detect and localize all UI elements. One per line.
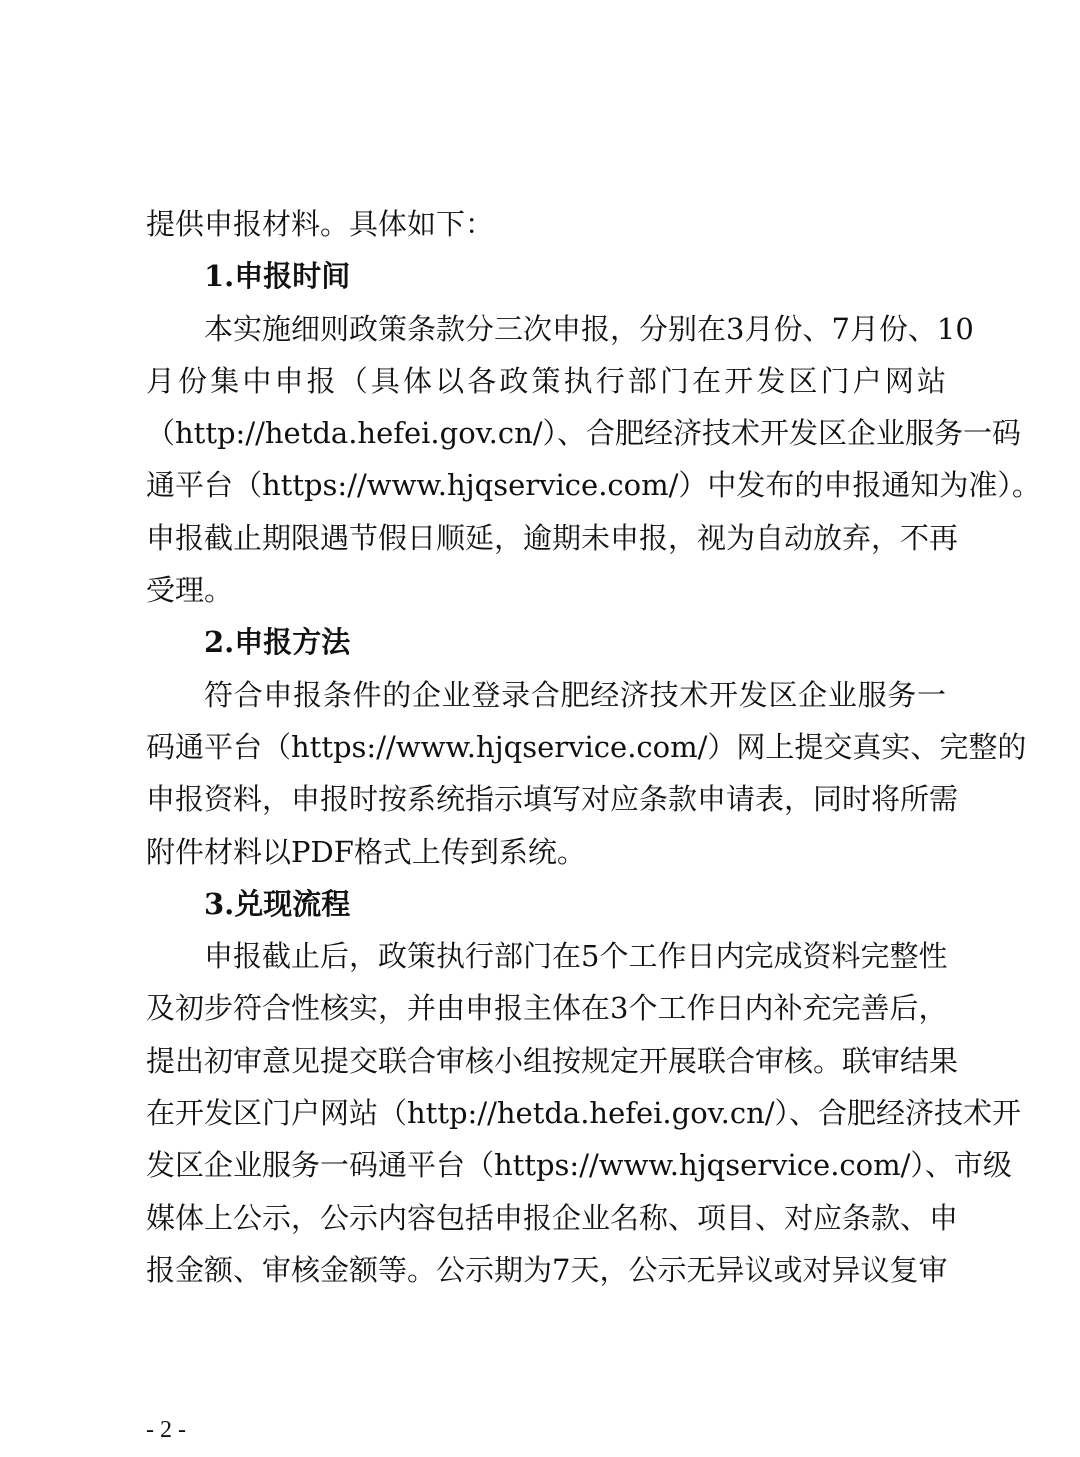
paragraph-line: 媒体上公示，公示内容包括申报企业名称、项目、对应条款、申 — [146, 1200, 959, 1235]
section-heading-redemption-process: 3.兑现流程 — [204, 886, 351, 921]
paragraph-line: 报金额、审核金额等。公示期为7天，公示无异议或对异议复审 — [146, 1252, 948, 1287]
paragraph-line: 提出初审意见提交联合审核小组按规定开展联合审核。联审结果 — [146, 1043, 959, 1078]
page-number: - 2 - — [146, 1417, 186, 1443]
section-heading-application-time: 1.申报时间 — [204, 259, 351, 294]
paragraph-line: 申报资料，申报时按系统指示填写对应条款申请表，同时将所需 — [146, 782, 959, 817]
paragraph-line: 及初步符合性核实，并由申报主体在3个工作日内补充完善后， — [146, 991, 948, 1026]
paragraph-line: 申报截止后，政策执行部门在5个工作日内完成资料完整性 — [204, 939, 948, 974]
paragraph-line: 本实施细则政策条款分三次申报，分别在3月份、7月份、10 — [204, 311, 974, 346]
section-heading-application-method: 2.申报方法 — [204, 625, 351, 660]
paragraph-line: 受理。 — [146, 573, 234, 608]
paragraph-line: 在开发区门户网站（http://hetda.hefei.gov.cn/）、合肥经济技术开 — [146, 1096, 1022, 1131]
body-text — [146, 198, 1041, 1296]
paragraph-line: 码通平台（https://www.hjqservice.com/）网上提交真实、完整的 — [146, 729, 1027, 764]
paragraph-line: 符合申报条件的企业登录合肥经济技术开发区企业服务一 — [204, 677, 946, 712]
paragraph-line: 发区企业服务一码通平台（https://www.hjqservice.com/）、市级 — [146, 1148, 1012, 1183]
paragraph-line: 月份集中申报（具体以各政策执行部门在开发区门户网站 — [146, 363, 946, 398]
paragraph-line: 提供申报材料。具体如下： — [146, 207, 495, 241]
paragraph-line: （http://hetda.hefei.gov.cn/）、合肥经济技术开发区企业服务一码 — [146, 416, 1022, 451]
paragraph-line: 申报截止期限遇节假日顺延，逾期未申报，视为自动放弃，不再 — [146, 520, 959, 555]
paragraph-line: 通平台（https://www.hjqservice.com/）中发布的申报通知为准）。 — [146, 468, 1041, 503]
paragraph-line: 附件材料以PDF格式上传到系统。 — [146, 834, 586, 869]
